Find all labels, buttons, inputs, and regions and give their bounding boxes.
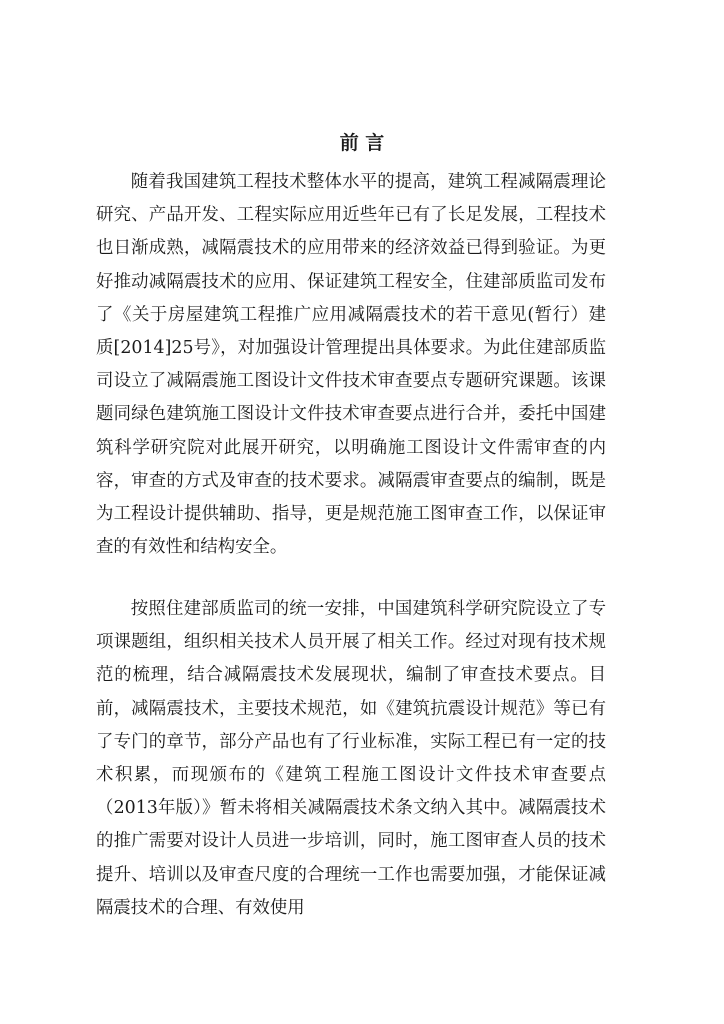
- paragraph-1-container: [96, 166, 606, 564]
- paragraph-1: 随着我国建筑工程技术整体水平的提高，建筑工程减隔震理论研究、产品开发、工程实际应用近些年已有了长足发展，工程技术也日渐成熟，减隔震技术的应用带来的经济效益已得到验证。为更好推动减隔震技术的应用、保证建筑工程安全，住建部质监司发布了《关于房屋建筑工程推广应用减隔震技术的若干意见(暂行）建质[2014]25号》，对加强设计管理提出具体要求。为此住建部质监司设立了减隔震施工图设计文件技术审查要点专题研究课题。该课题同绿色建筑施工图设计文件技术审查要点进行合并，委托中国建筑科学研究院对此展开研究，以明确施工图设计文件需审查的内容，审查的方式及审查的技术要求。减隔震审查要点的编制，既是为工程设计提供辅助、指导，更是规范施工图审查工作，以保证审查的有效性和结构安全。: [96, 172, 606, 558]
- page-title: 前 言: [339, 132, 385, 154]
- paragraph-2-container: [96, 593, 606, 925]
- paragraph-2: 按照住建部质监司的统一安排，中国建筑科学研究院设立了专项课题组，组织相关技术人员开展了相关工作。经过对现有技术规范的梳理，结合减隔震技术发展现状，编制了审查技术要点。目前，减隔震技术，主要技术规范，如《建筑抗震设计规范》等已有了专门的章节，部分产品也有了行业标准，实际工程已有一定的技术积累，而现颁布的《建筑工程施工图设计文件技术审查要点（2013年版）》暂未将相关减隔震技术条文纳入其中。减隔震技术的推广需要对设计人员进一步培训，同时，施工图审查人员的技术提升、培训以及审查尺度的合理统一工作也需要加强，才能保证减隔震技术的合理、有效使用: [96, 599, 606, 918]
